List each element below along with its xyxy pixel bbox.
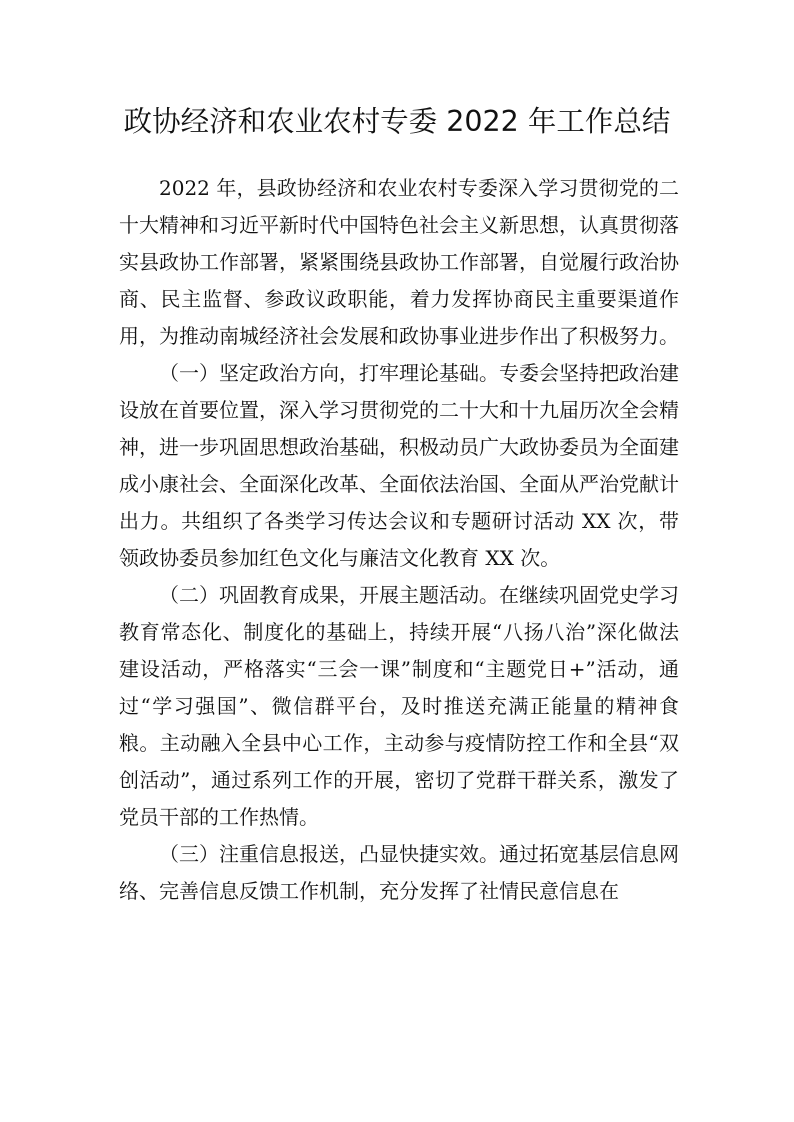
paragraph-section-2: （二）巩固教育成果，开展主题活动。在继续巩固党史学习教育常态化、制度化的基础上，持续开展“八扬八治”深化做法建设活动，严格落实“三会一课”制度和“主题党日+”活动，通过“学习强国”、微信群平台，及时推送充满正能量的精神食粮。主动融入全县中心工作，主动参与疫情防控工作和全县“双创活动”，通过系列工作的开展，密切了党群干群关系，激发了党员干部的工作热情。 <box>119 583 679 829</box>
paragraph-section-3: （三）注重信息报送，凸显快捷实效。通过拓宽基层信息网络、完善信息反馈工作机制，充分发挥了社情民意信息在 <box>119 842 679 903</box>
document-title: 政协经济和农业农村专委 2022 年工作总结 <box>123 105 671 138</box>
paragraph-section-1: （一）坚定政治方向，打牢理论基础。专委会坚持把政治建设放在首要位置，深入学习贯彻党的二十大和十九届历次全会精神，进一步巩固思想政治基础，积极动员广大政协委员为全面建成小康社会、全面深化改革、全面依法治国、全面从严治党献计出力。共组织了各类学习传达会议和专题研讨活动 XX 次，带领政协委员参加红色文化与廉洁文化教育 XX 次。 <box>119 361 679 570</box>
paragraph-intro: 2022 年，县政协经济和农业农村专委深入学习贯彻党的二十大精神和习近平新时代中国特色社会主义新思想，认真贯彻落实县政协工作部署，紧紧围绕县政协工作部署，自觉履行政治协商、民主监督、参政议政职能，着力发挥协商民主重要渠道作用，为推动南城经济社会发展和政协事业进步作出了积极努力。 <box>119 176 679 348</box>
document-body <box>119 170 679 910</box>
